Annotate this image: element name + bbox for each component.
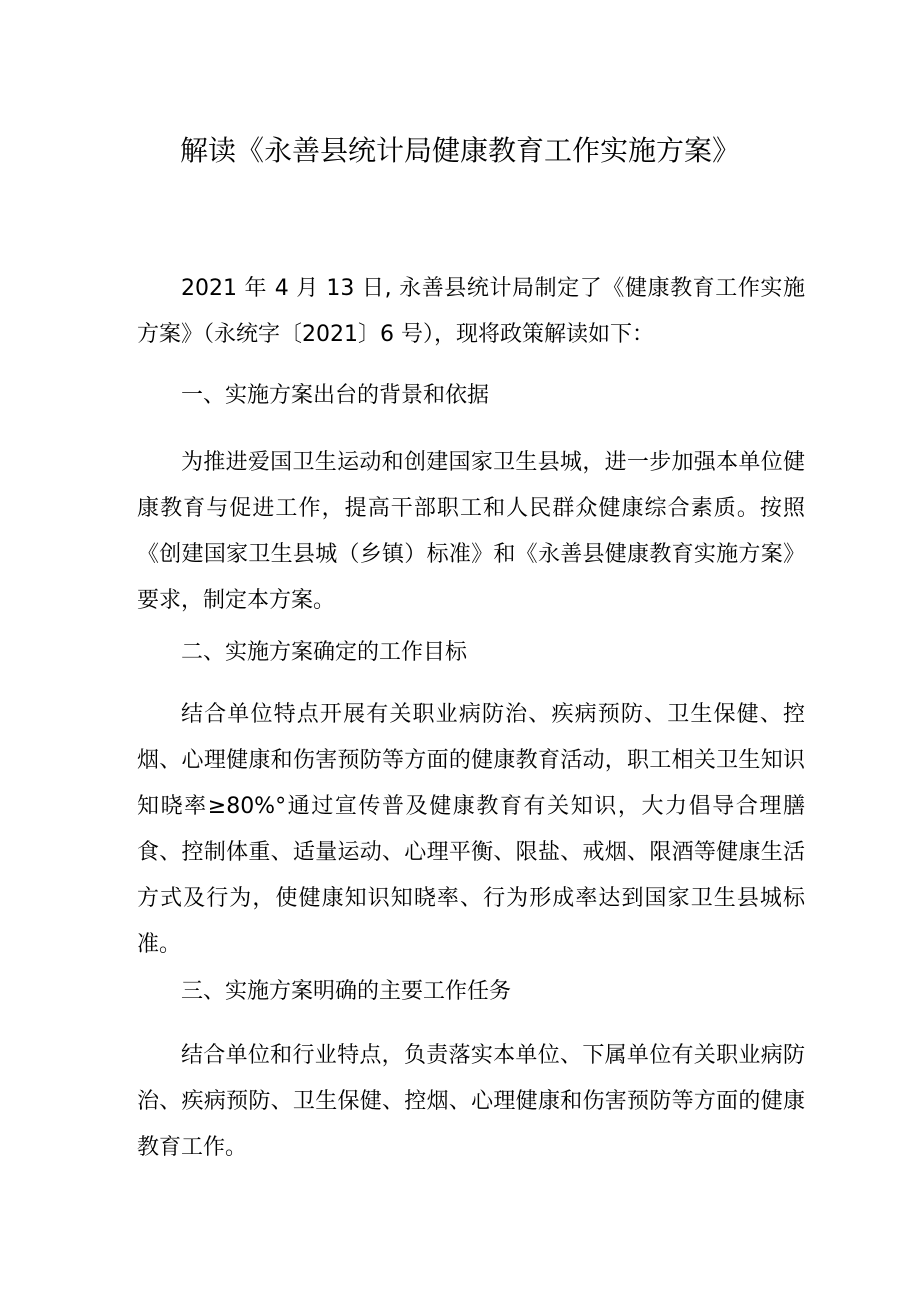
document-title: 解读《永善县统计局健康教育工作实施方案》 bbox=[179, 134, 740, 167]
section-body-goals: 结合单位特点开展有关职业病防治、疾病预防、卫生保健、控烟、心理健康和伤害预防等方面的健康教育活动，职工相关卫生知识知晓率≥80%°通过宣传普及健康教育有关知识，大力倡导合理膳食、控制体重、适量运动、心理平衡、限盐、戒烟、限酒等健康生活方式及行为，使健康知识知晓率、行为形成率达到国家卫生县城标准。 bbox=[137, 702, 805, 957]
section-heading-tasks: 三、实施方案明确的主要工作任务 bbox=[181, 979, 512, 1004]
section-heading-goals: 二、实施方案确定的工作目标 bbox=[181, 640, 468, 665]
section-body-tasks: 结合单位和行业特点，负责落实本单位、下属单位有关职业病防治、疾病预防、卫生保健、控烟、心理健康和伤害预防等方面的健康教育工作。 bbox=[137, 1043, 805, 1160]
section-heading-background: 一、实施方案出台的背景和依据 bbox=[181, 383, 490, 408]
section-body-background: 为推进爱国卫生运动和创建国家卫生县城，进一步加强本单位健康教育与促进工作，提高干部职工和人民群众健康综合素质。按照《创建国家卫生县城（乡镇）标准》和《永善县健康教育实施方案》要求，制定本方案。 bbox=[137, 450, 805, 613]
intro-paragraph: 2021 年 4 月 13 日, 永善县统计局制定了《健康教育工作实施方案》（永统字〔2021〕6 号），现将政策解读如下： bbox=[137, 276, 805, 347]
